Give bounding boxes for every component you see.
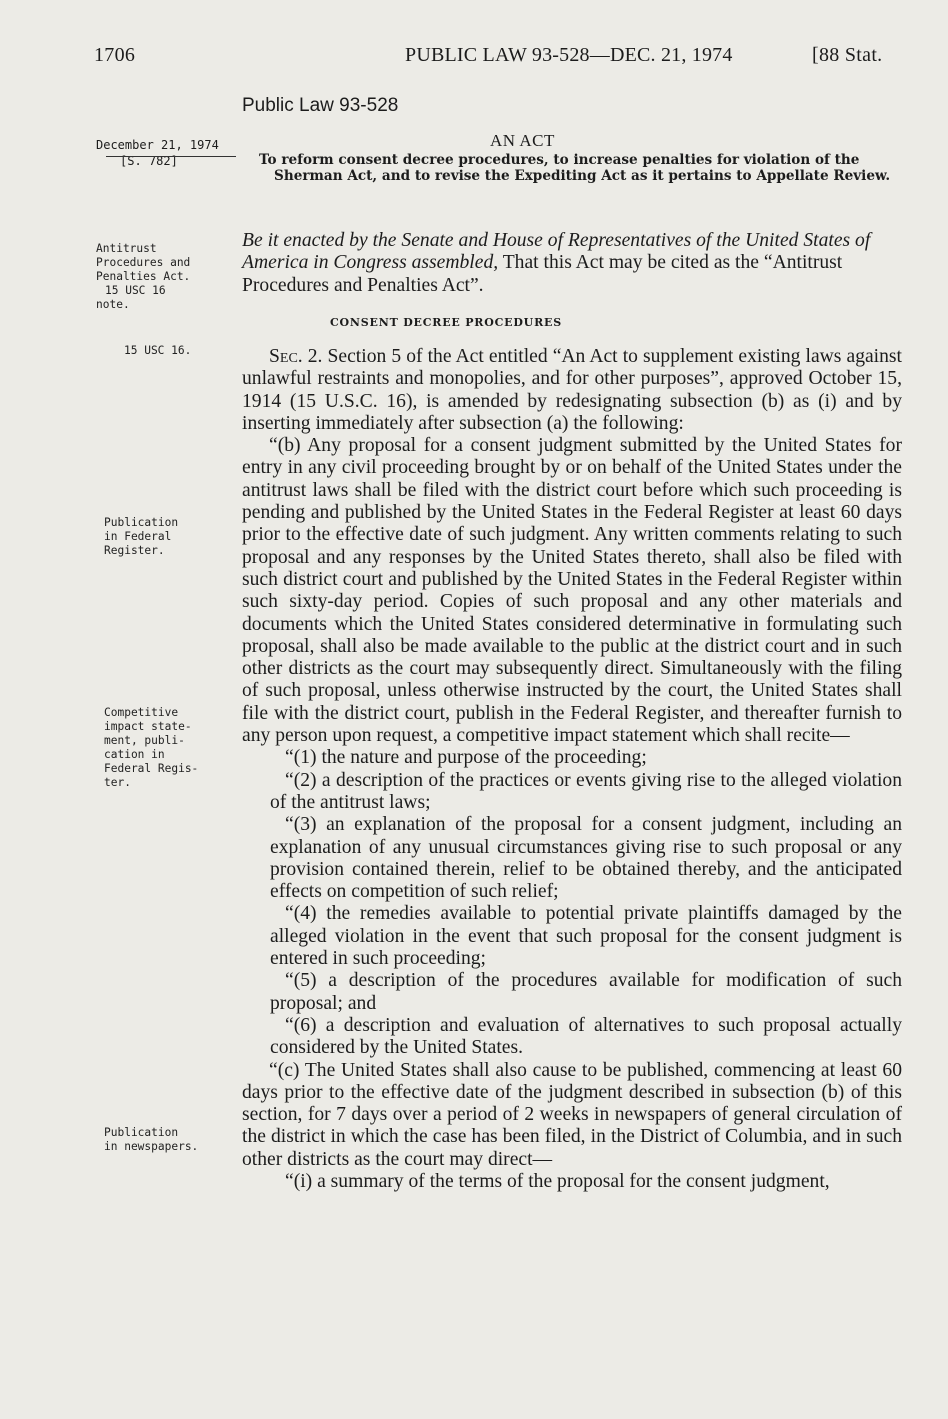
subsection-c: “(c) The United States shall also cause to be published, commencing at least 60 days prior to the effective date of the judgment described in subsection (b) of this section, for 7 days over a period of 2 weeks in newspapers of general circulation of the district in which the case has been filed, in the District of Columbia, and in such other districts as the court may direct— xyxy=(242,1059,902,1170)
an-act-label: AN ACT xyxy=(490,131,555,150)
margin-divider xyxy=(106,156,236,157)
margin-note-line: Federal Regis- xyxy=(104,762,199,775)
running-head-title: PUBLIC LAW 93-528—DEC. 21, 1974 xyxy=(405,44,733,66)
margin-note-line: Penalties Act. xyxy=(96,270,191,283)
section-heading: CONSENT DECREE PROCEDURES xyxy=(330,316,562,329)
margin-note-line: Procedures and xyxy=(96,256,191,269)
margin-note-line: Register. xyxy=(104,544,165,557)
list-item: “(i) a summary of the terms of the proposal for the consent judgment, xyxy=(285,1170,830,1192)
margin-note-line: Publication xyxy=(104,516,179,529)
section-label: Sec. 2. xyxy=(269,346,323,367)
list-item: “(5) a description of the procedures available for modification of such proposal; and xyxy=(270,970,902,1014)
section-2-paragraph xyxy=(242,346,902,435)
margin-note-line: in newspapers. xyxy=(104,1140,199,1153)
statute-reference: [88 Stat. xyxy=(812,44,883,66)
list-item: “(3) an explanation of the proposal for a consent judgment, including an explanation of any unusual circumstances giving rise to such proposal or any provision contained therein, relief to be obtained thereby, and the anticipated effects on competition of such relief; xyxy=(270,814,902,903)
margin-note-line: Competitive xyxy=(104,706,179,719)
list-item: “(4) the remedies available to potential private plaintiffs damaged by the alleged violation in the event that such proposal for the consent judgment is entered in such proceeding; xyxy=(270,903,902,970)
margin-note-line: Antitrust xyxy=(96,242,157,255)
margin-note-short-title xyxy=(96,242,190,312)
margin-note-line: ter. xyxy=(104,776,131,789)
margin-note-line: Publication xyxy=(104,1126,179,1139)
margin-note-competitive-impact xyxy=(104,706,198,790)
subsection-b: “(b) Any proposal for a consent judgment submitted by the United States for entry in any civil proceeding brought by or on behalf of the United States under the antitrust laws shall be filed with the district court before which such proceeding is pending and published by the United States in the Federal Register at least 60 days prior to the effective date of such judgment. Any written comments relating to such proposal and any responses by the United States thereto, shall also be filed with such district court and published by the United States in the Federal Register within such sixty-day period. Copies of such proposal and any other materials and documents which the United States considered determinative in formulating such proposal, shall also be made available to the public at the district court and in such other districts as the court may subsequently direct. Simultaneously with the filing of such proposal, unless otherwise instructed by the court, the United States shall file with the district court, publish in the Federal Register, and thereafter furnish to any person upon request, a competitive impact statement which shall recite— xyxy=(242,435,902,747)
margin-note-usc: 15 USC 16. xyxy=(124,344,192,357)
section-body xyxy=(242,346,902,1193)
margin-note-line: note. xyxy=(96,298,130,311)
list-item: “(1) the nature and purpose of the proceeding; xyxy=(285,747,647,769)
enactment-date: December 21, 1974 xyxy=(96,138,219,152)
enacting-formula: Be it enacted by the Senate and House of Representatives of the United States of America in Congress assembled, xyxy=(242,230,871,274)
margin-note-newspapers xyxy=(104,1126,198,1154)
margin-date-block xyxy=(96,137,219,169)
margin-note-line: impact state- xyxy=(104,720,192,733)
public-law-label: Public Law 93-528 xyxy=(242,95,399,116)
margin-note-line: 15 USC 16 xyxy=(105,284,166,297)
act-purpose: To reform consent decree procedures, to increase penalties for violation of the Sherman Act, and to revise the Expediting Act as it pertains to Appellate Review. xyxy=(259,152,891,184)
list-item: “(2) a description of the practices or events giving rise to the alleged violation of the antitrust laws; xyxy=(270,769,902,813)
margin-note-line: ment, publi- xyxy=(104,734,185,747)
margin-note-federal-register xyxy=(104,516,178,558)
short-title-text: That this Act may be cited as the “Antitrust Procedures and Penalties Act”. xyxy=(242,252,843,296)
bill-number: [S. 782] xyxy=(120,154,178,168)
list-item: “(6) a description and evaluation of alternatives to such proposal actually considered by the United States. xyxy=(270,1014,902,1059)
margin-note-line: cation in xyxy=(104,748,165,761)
page-number: 1706 xyxy=(94,44,136,66)
enacting-clause xyxy=(242,230,902,297)
section-2-text: Section 5 of the Act entitled “An Act to supplement existing laws against unlawful restraints and monopolies, and for other purposes”, approved October 15, 1914 (15 U.S.C. 16), is amended by redesignating subsection (b) as (i) and by inserting immediately after subsection (a) the following: xyxy=(242,346,902,434)
margin-note-line: in Federal xyxy=(104,530,172,543)
